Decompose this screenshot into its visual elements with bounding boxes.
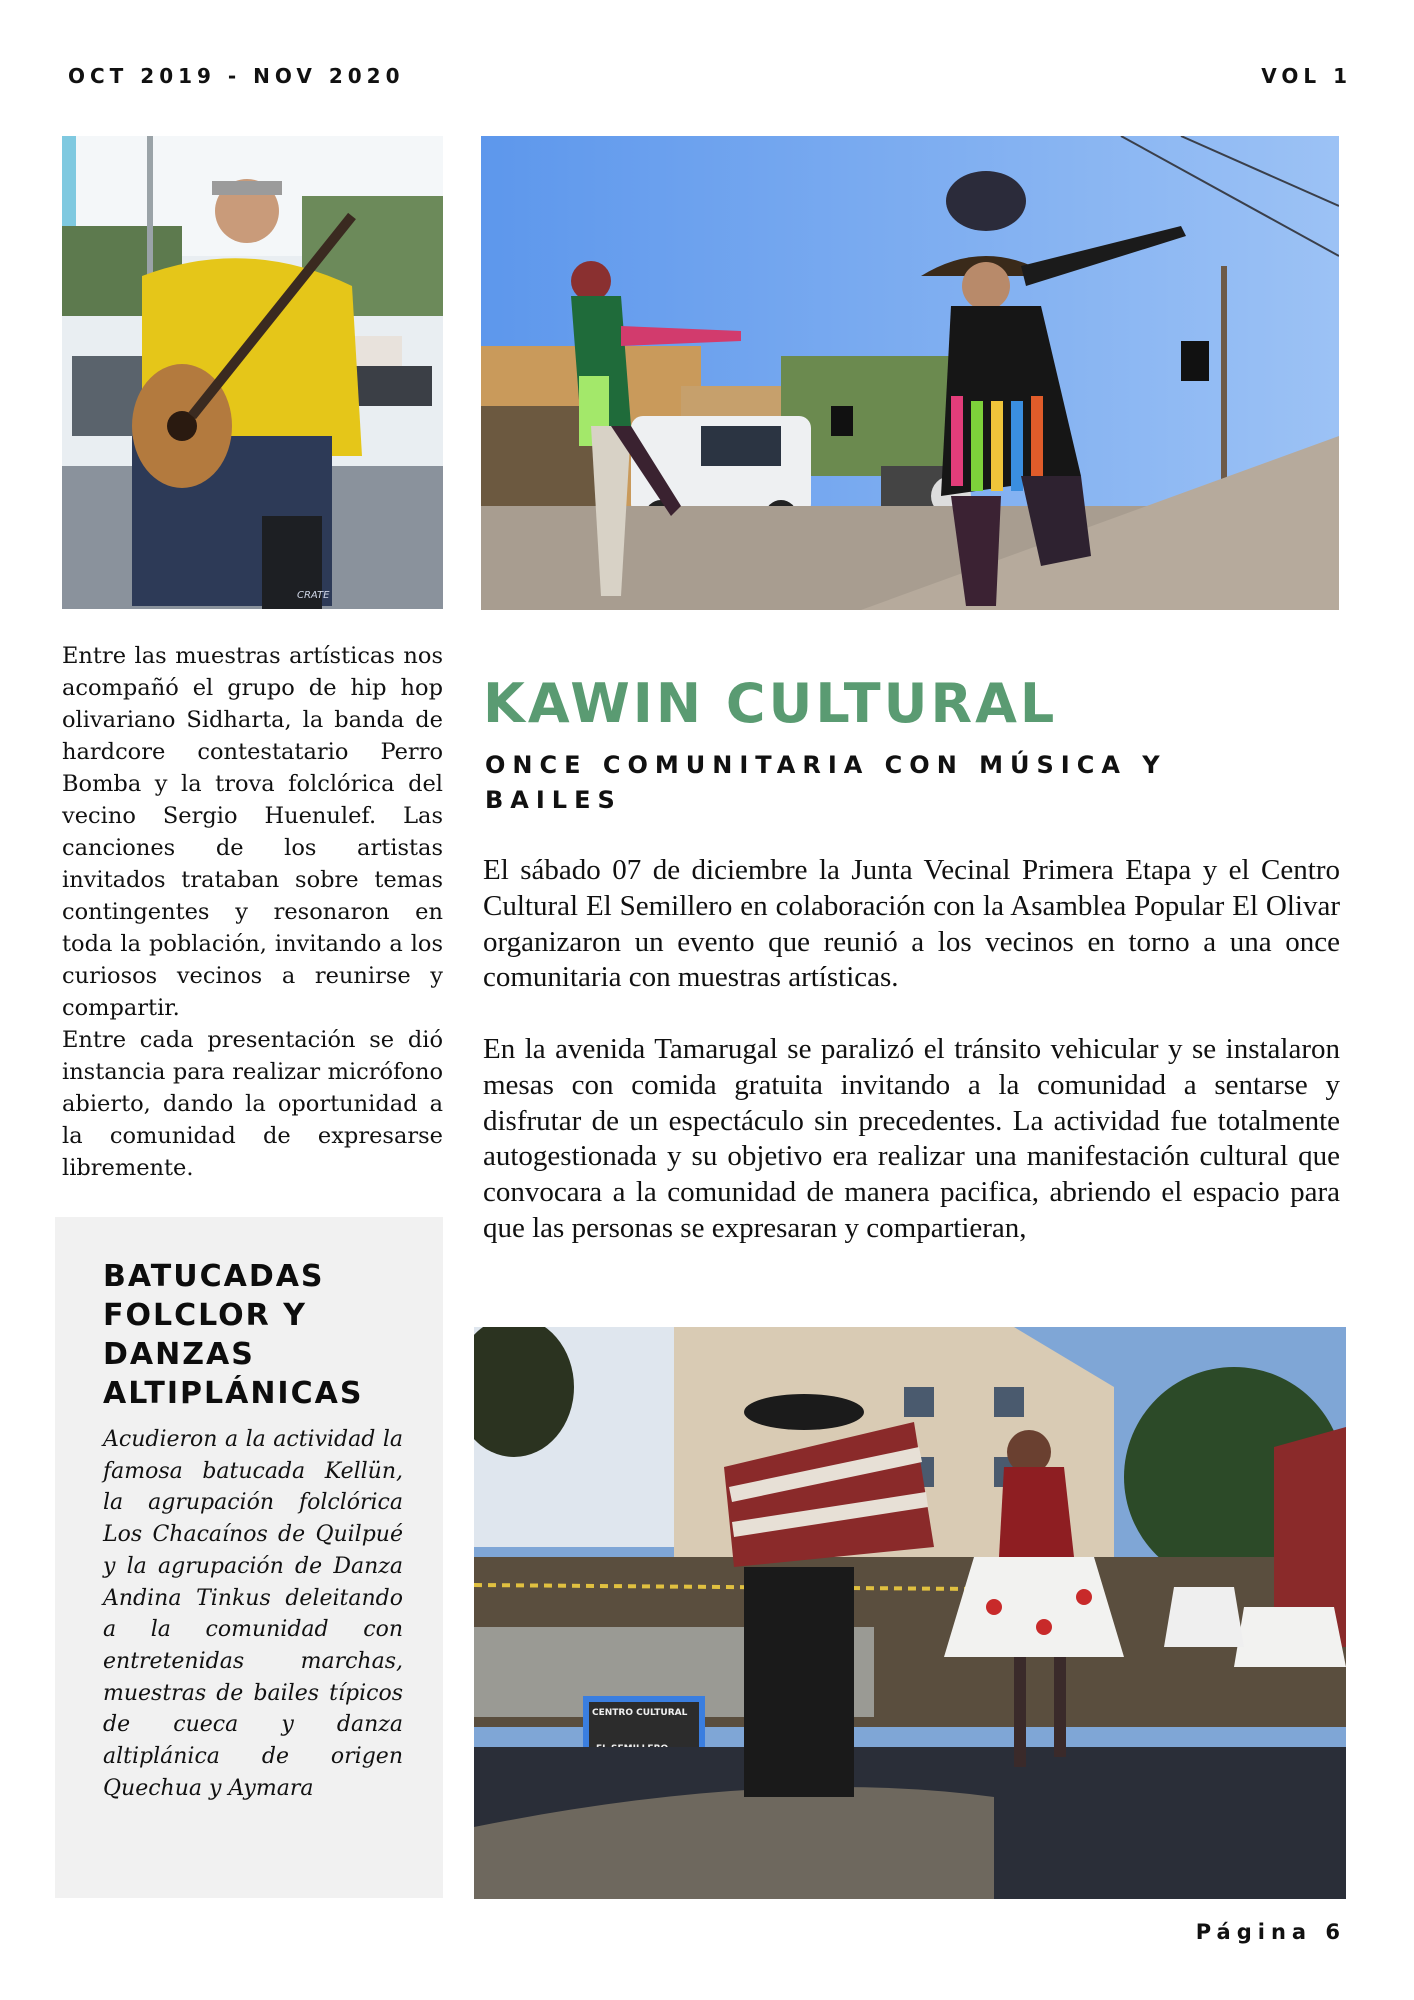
guitarist-illustration	[62, 136, 443, 609]
issue-date-range: OCT 2019 - NOV 2020	[68, 64, 405, 88]
sign-text-line1: CENTRO CULTURAL	[592, 1708, 688, 1718]
article-subtitle: ONCE COMUNITARIA CON MÚSICA Y BAILES	[485, 751, 1167, 814]
sidebar-text: Acudieron a la actividad la famosa batucada Kellün, la agrupación folclórica Los Chacaínos de Quilpué y la agrupación de Danza Andina Tinkus deleitando a la comunidad con entretenidas marchas, muestras de bailes típicos de cueca y danza altiplánica de origen Quechua y Aymara	[103, 1427, 403, 1801]
article-paragraph-1: El sábado 07 de diciembre la Junta Vecinal Primera Etapa y el Centro Cultural El Semillero en colaboración con la Asamblea Popular El Olivar organizaron un evento que reunió a los vecinos en torno a una once comunitaria con muestras artísticas.	[483, 854, 1340, 994]
dancers-illustration	[481, 136, 1339, 610]
left-paragraph-2: Entre cada presentación se dió instancia para realizar micrófono abierto, dando la oportunidad a la comunidad de expresarse libremente.	[62, 1027, 443, 1181]
amp-brand-text: CRATE	[297, 590, 330, 601]
article-paragraph-2: En la avenida Tamarugal se paralizó el tránsito vehicular y se instalaron mesas con comida gratuita invitando a la comunidad a sentarse y disfrutar de un espectáculo sin precedentes. La actividad fue totalmente autogestionada y su objetivo era realizar una manifestación cultural que convocara a la comunidad de manera pacifica, abriendo el espacio para que las personas se expresaran y compartieran,	[483, 1033, 1340, 1244]
photo-cueca-dancers	[474, 1327, 1346, 1899]
page-number: Página 6	[1195, 1920, 1346, 1944]
photo-altiplanic-dancers	[481, 136, 1339, 610]
article-title: KAWIN CULTURAL	[483, 672, 1058, 735]
left-paragraph-1: Entre las muestras artísticas nos acompañó el grupo de hip hop olivariano Sidharta, la banda de hardcore contestatario Perro Bomba y la trova folclórica del vecino Sergio Huenulef. Las canciones de los artistas invitados trataban sobre temas contingentes y resonaron en toda la población, invitando a los curiosos vecinos a reunirse y compartir.	[62, 643, 443, 1021]
left-column-text	[62, 640, 443, 1184]
sidebar-box	[55, 1217, 443, 1898]
sidebar-heading: BATUCADAS FOLCLOR Y DANZAS ALTIPLÁNICAS	[103, 1259, 364, 1411]
volume-label: VOL 1	[1261, 64, 1352, 88]
photo-guitarist	[62, 136, 443, 609]
cueca-illustration	[474, 1327, 1346, 1899]
